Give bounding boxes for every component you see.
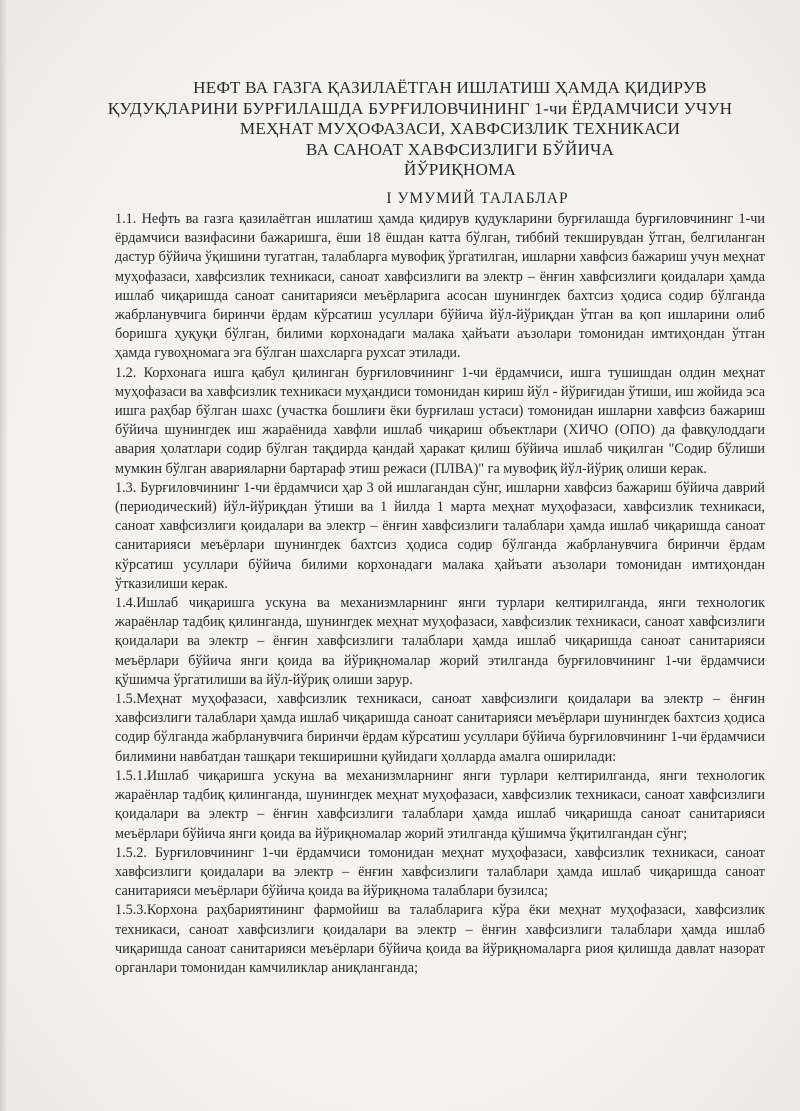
title-line: ЙЎРИҚНОМА (403, 160, 517, 180)
title-line: НЕФТ ВА ГАЗГА ҚАЗИЛАЁТГАН ИШЛАТИШ ҲАМДА ҚИДИРУВ (193, 78, 707, 97)
paragraph-1-5: 1.5.Меҳнат муҳофазаси, хавфсизлик техникаси, саноат хавфсизлиги қоидалари ва электр – ёнғин хавфсизлиги талаблари ҳамда ишлаб чиқаришда саноат санитарияси меъёрлари шунингдек бахтсиз ҳодиса содир бўлганда жабрланувчига биринчи ёрдам кўрсатиш усуллари бўйича бурғиловчининг 1-чи ёрдамчиси билимини навбатдан ташқари текширишни қуйидаги ҳолларда амалга оширилади: (115, 691, 765, 765)
title-line: МЕҲНАТ МУҲОФАЗАСИ, ХАВФСИЗЛИК ТЕХНИКАСИ (239, 119, 681, 139)
section-heading: I УМУМИЙ ТАЛАБЛАР (386, 190, 569, 207)
title-line: ВА САНОАТ ХАВФСИЗЛИГИ БЎЙИЧА (305, 139, 615, 159)
document-title (107, 78, 780, 181)
scan-shadow (0, 0, 8, 1111)
paragraph-1-5-2: 1.5.2. Бурғиловчининг 1-чи ёрдамчиси томонидан меҳнат муҳофазаси, хавфсизлик техникаси, саноат хавфсизлиги қоидалари ва электр – ёнғин хавфсизлиги талаблари ҳамда ишлаб чиқаришда саноат санитарияси меъёрлари бўйича қоида ва йўриқнома талаблари бузилса; (115, 844, 765, 900)
document-body (115, 210, 765, 978)
paragraph-1-1: 1.1. Нефть ва газга қазилаётган ишлатиш ҳамда қидирув қудукларини бурғилашда бурғиловчининг 1-чи ёрдамчиси вазифасини бажаришга, ёши 18 ёшдан катта бўлган, тиббий текширувдан ўтган, белгиланган дастур бўйича ўқишини тугатган, талабларга мувофиқ ўргатилган, ишларни хавфсиз бажариш учун меҳнат муҳофазаси, хавфсизлик техникаси, саноат хавфсизлиги ва электр – ёнғин хавфсизлиги қоидалари ҳамда ишлаб чиқаришда саноат санитарияси меъёрларига асосан шунингдек бахтсиз ҳодиса содир бўлганда жабрланувчига биринчи ёрдам кўрсатиш усуллари бўйича йўл-йўриқдан ўтган ва қоп ишларини олиб боришга ҳуқуқи бўлган, билими корхонадаги малака ҳайъати аъзолари томонидан имтиҳондан ўтган ҳамда гувоҳномага эга бўлган шахсларга рухсат этилади. (115, 211, 765, 362)
paragraph-1-5-1: 1.5.1.Ишлаб чиқаришга ускуна ва механизмларнинг янги турлари келтирилганда, янги технологик жараёнлар тадбиқ қилинганда, шунингдек меҳнат муҳофазаси, хавфсизлик техникаси, саноат хавфсизлиги қоидалари ва электр – ёнғин хавфсизлиги талаблари ҳамда ишлаб чиқаришда саноат санитарияси меъёрлари бўйича янги қоида ва йўриқномалар жорий этилганда қўшимча ўқитилгандан сўнг; (115, 767, 765, 842)
title-line: ҚУДУҚЛАРИНИ БУРҒИЛАШДА БУРҒИЛОВЧИНИНГ 1-чи ЁРДАМЧИСИ УЧУН (107, 98, 733, 118)
paragraph-1-3: 1.3. Бурғиловчининг 1-чи ёрдамчиси ҳар 3 ой ишлагандан сўнг, ишларни хавфсиз бажариш бўйича даврий (периодический) йўл-йўриқдан ўтиши ва 1 йилда 1 марта меҳнат муҳофазаси, хавфсизлик техникаси, саноат хавфсизлиги қоидалари ва электр – ёнғин хавфсизлиги талаблари ҳамда ишлаб чиқаришда саноат санитарияси меъёрлари шунингдек бахтсиз ҳодиса содир бўлганда жабрланувчига биринчи ёрдам кўрсатиш усуллари бўйича билими корхонадаги малака ҳайъати аъзолари томонидан имтиҳондан ўтказилиши керак. (115, 479, 765, 592)
paragraph-1-5-3: 1.5.3.Корхона раҳбариятининг фармойиш ва талабларига кўра ёки меҳнат муҳофазаси, хавфсизлик техникаси, саноат хавфсизлиги қоидалари ва электр – ёнғин хавфсизлиги талаблари ҳамда ишлаб чиқаришда саноат санитарияси меъёрлари бўйича қоида ва йўриқномаларга риоя қилишда давлат назорат органлари томонидан камчиликлар аниқланганда; (115, 902, 765, 976)
paragraph-1-4: 1.4.Ишлаб чиқаришга ускуна ва механизмларнинг янги турлари келтирилганда, янги технологик жараёнлар тадбиқ қилинганда, шунингдек меҳнат муҳофазаси, хавфсизлик техникаси, саноат хавфсизлиги қоидалари ва электр – ёнғин хавфсизлиги талаблари ҳамда ишлаб чиқаришда саноат санитарияси меъёрлари бўйича янги қоида ва йўриқномалар жорий этилганда бурғиловчининг 1-чи ёрдамчиси қўшимча ўргатилиши ва йўл-йўриқ олиши зарур. (115, 595, 765, 688)
paragraph-1-2: 1.2. Корхонага ишга қабул қилинган бурғиловчининг 1-чи ёрдамчиси, ишга тушишдан олдин меҳнат муҳофазаси ва хавфсизлик техникаси муҳандиси томонидан кириш йўл - йўриғидан ўтиши, иш жойида эса ишга раҳбар бўлган шахс (участка бошлиғи ёки бурғилаш устаси) томонидан ишларни хавфсиз бажариш бўйича шунингдек иш жараёнида хавфли ишлаб чиқариш объектлари (ХИЧО (ОПО) да фавқулоддаги авария ҳолатлари содир бўлган тақдирда қандай ҳаракат қилиш бўйича ишлаб чиқилган "Содир бўлиши мумкин бўлган аварияларни бартараф этиш режаси (ПЛВА)" га мувофиқ йўл-йўриқ олиши керак. (115, 364, 765, 477)
